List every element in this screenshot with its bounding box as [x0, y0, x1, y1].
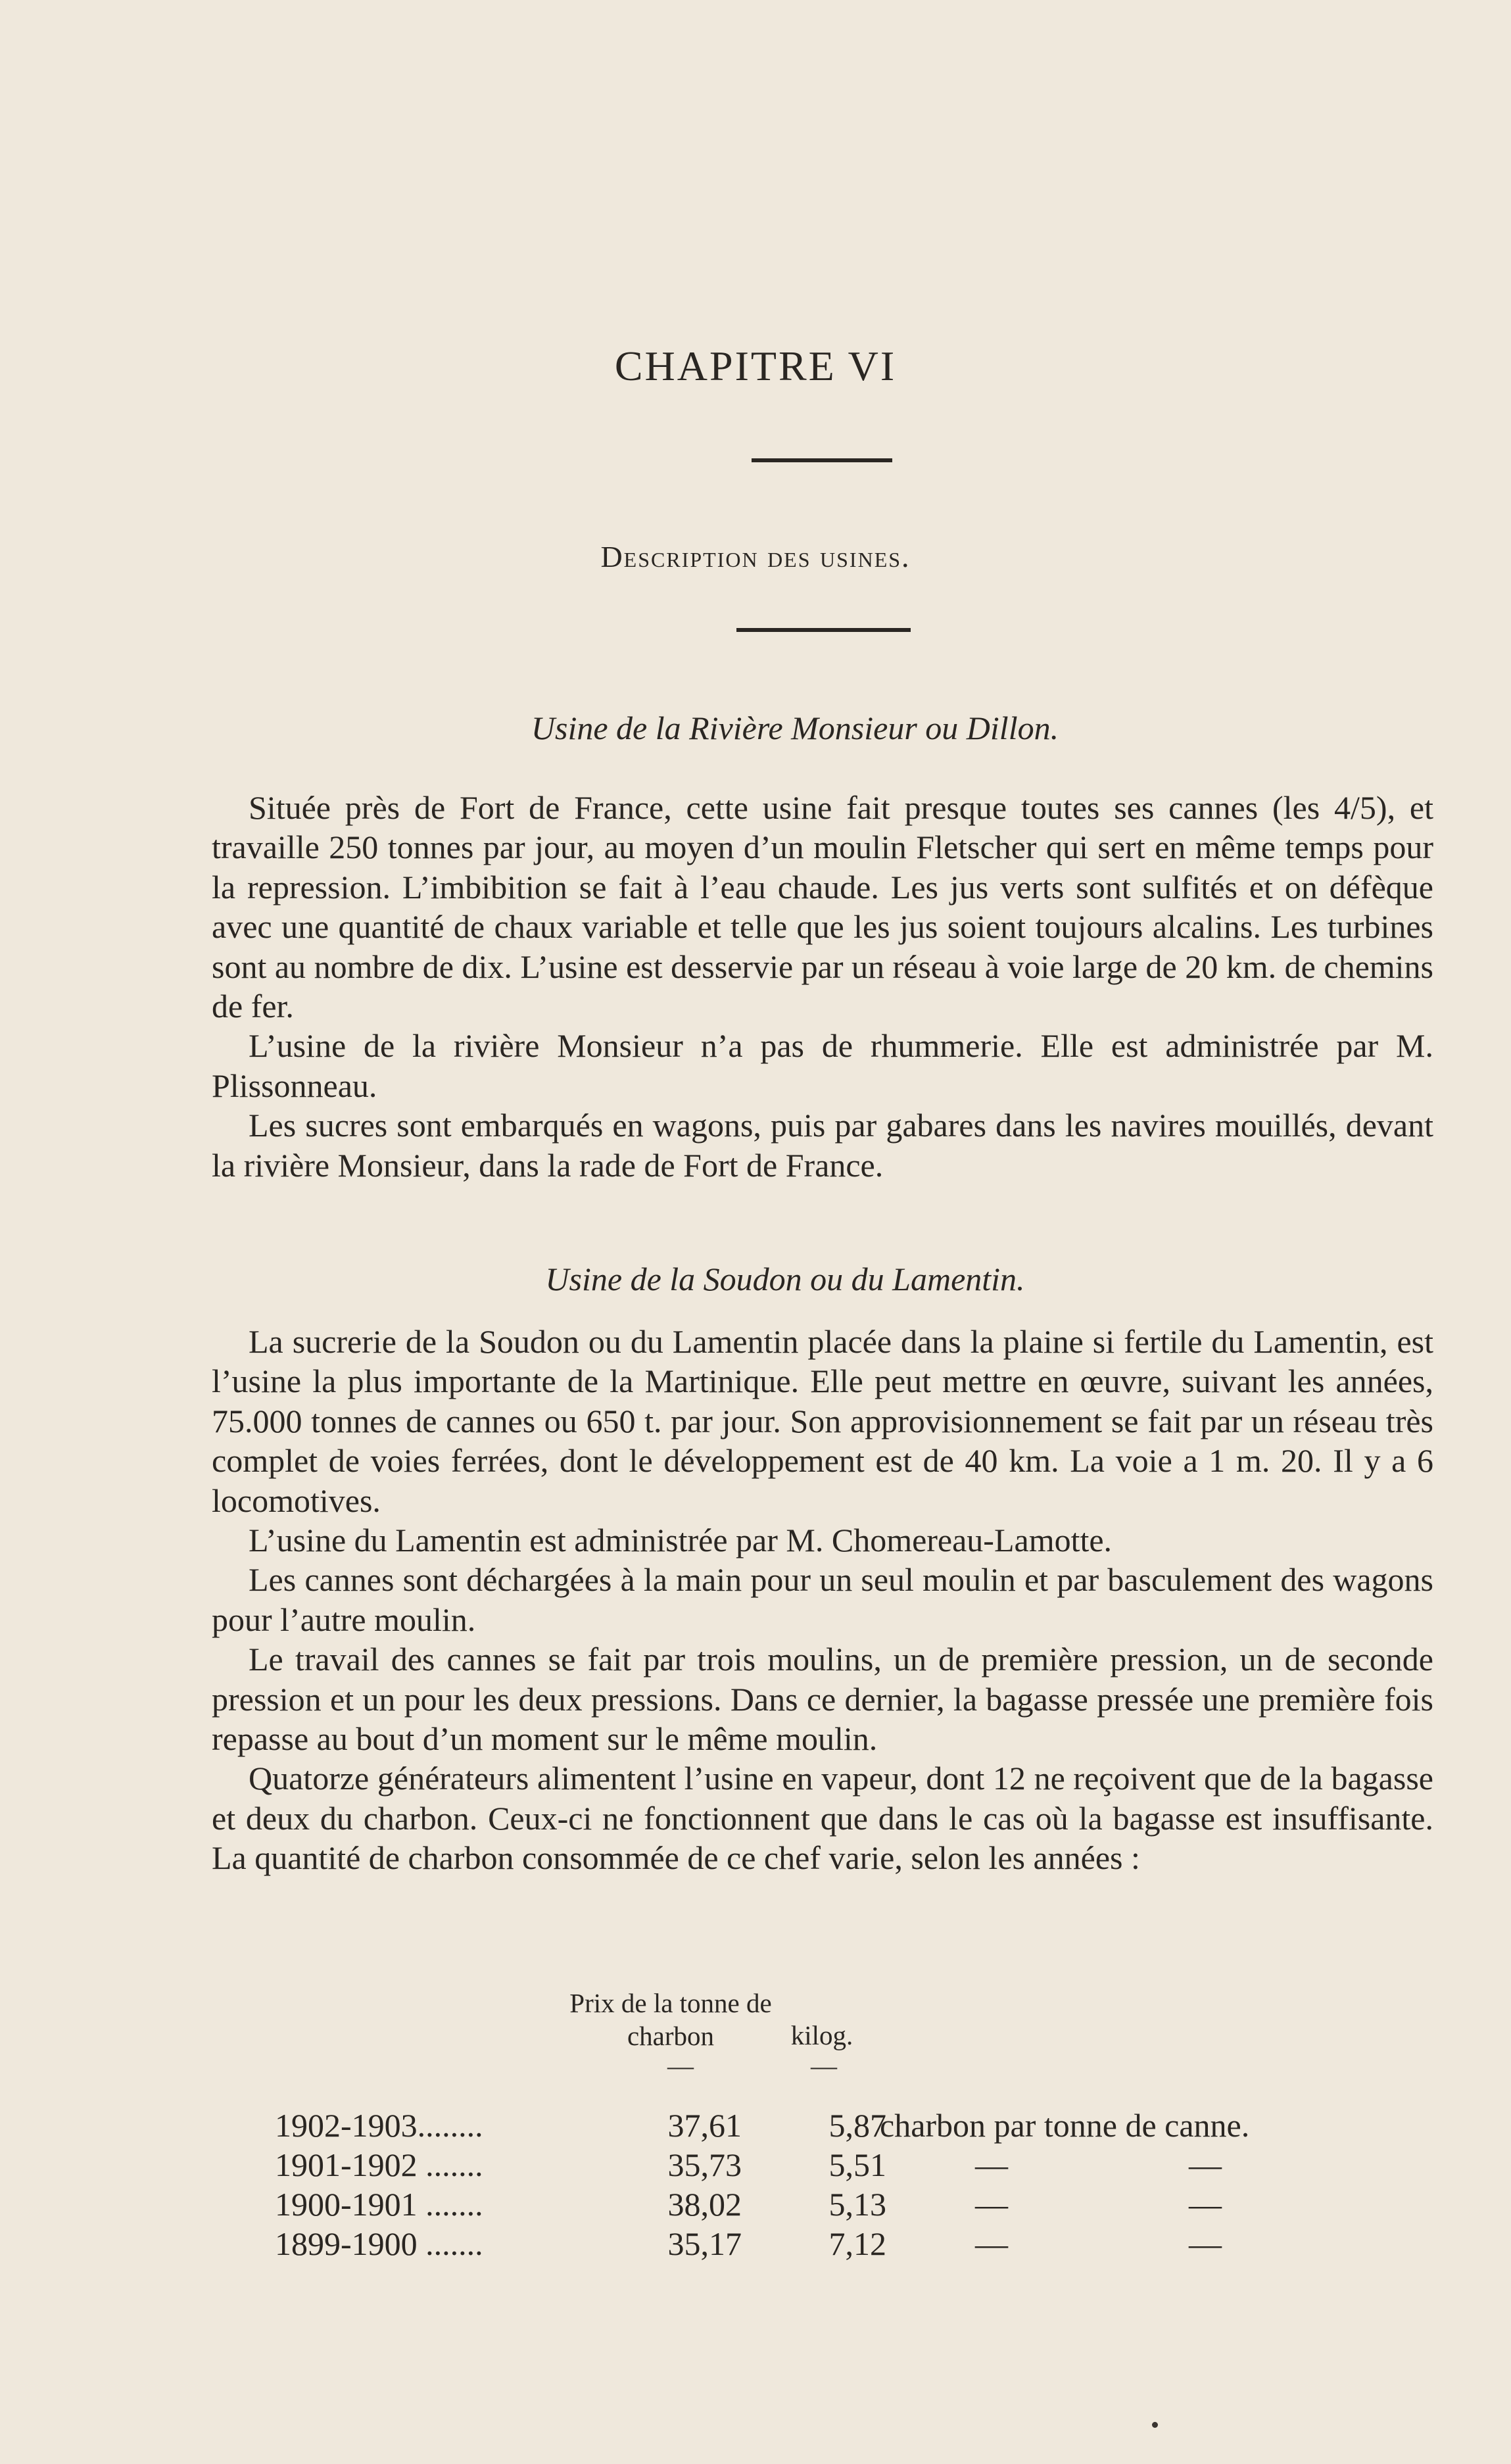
note-cell: charbon par tonne de canne. — [880, 2107, 1250, 2144]
column-header-price: Prix de la tonne de charbon — [569, 1988, 772, 2051]
paragraph: L’usine de la rivière Monsieur n’a pas de rhummerie. Elle est administrée par M. Plissonneau. — [212, 1027, 1433, 1104]
year-cell: 1901-1902 ....... — [275, 2146, 483, 2183]
kilo-cell: 5,87 — [828, 2107, 886, 2144]
subheading-usine-riviere-monsieur: Usine de la Rivière Monsieur ou Dillon. — [531, 710, 1059, 746]
column-header-dash: — — [667, 2051, 694, 2081]
column-header-dash: — — [811, 2051, 837, 2081]
section-divider — [736, 628, 911, 632]
ditto-mark: — — [975, 2146, 1008, 2183]
year-cell: 1902-1903........ — [275, 2107, 483, 2144]
year-cell: 1899-1900 ....... — [275, 2225, 483, 2262]
kilo-cell: 5,13 — [828, 2186, 886, 2223]
ditto-mark: — — [1189, 2186, 1222, 2223]
price-cell: 35,17 — [667, 2225, 742, 2262]
ink-speck — [1152, 2422, 1158, 2428]
paragraph: Quatorze générateurs alimentent l’usine en vapeur, dont 12 ne reçoivent que de la bagasse et deux du charbon. Ceux-ci ne fonctionnent que dans le cas où la bagasse est insuffisante. La quantité de charbon consommée de ce chef varie, selon les années : — [212, 1760, 1433, 1877]
paragraph: Les sucres sont embarqués en wagons, puis par gabares dans les navires mouillés, devant la rivière Monsieur, dans la rade de Fort de France. — [212, 1107, 1433, 1184]
year-cell: 1900-1901 ....... — [275, 2186, 483, 2223]
paragraph: La sucrerie de la Soudon ou du Lamentin placée dans la plaine si fertile du Lamentin, est l’usine la plus importante de la Martinique. Elle peut mettre en œuvre, suivant les années, 75.000 tonnes de cannes ou 650 t. par jour. Son approvisionnement se fait par un réseau très complet de voies ferrées, dont le développement est de 40 km. La voie a 1 m. 20. Il y a 6 locomotives. — [212, 1323, 1433, 1519]
ditto-mark: — — [975, 2225, 1008, 2262]
column-header-kilo: kilog. — [790, 2020, 853, 2050]
section-title: Description des usines. — [600, 540, 911, 573]
paragraph: Le travail des cannes se fait par trois moulins, un de première pression, un de seconde pression et un pour les deux pressions. Dans ce dernier, la bagasse pressée une première fois repasse au bout d’un moment sur le même moulin. — [212, 1641, 1433, 1758]
ditto-mark: — — [1189, 2225, 1222, 2262]
paragraph: Les cannes sont déchargées à la main pour un seul moulin et par basculement des wagons pour l’autre moulin. — [212, 1561, 1433, 1638]
chapter-title: CHAPITRE VI — [614, 343, 897, 389]
title-divider — [752, 458, 892, 462]
kilo-cell: 5,51 — [828, 2146, 886, 2183]
price-cell: 35,73 — [667, 2146, 742, 2183]
ditto-mark: — — [1189, 2146, 1222, 2183]
price-cell: 37,61 — [667, 2107, 742, 2144]
paragraph: L’usine du Lamentin est administrée par M. Chomereau-Lamotte. — [249, 1522, 1113, 1559]
text-block-usine-riviere-monsieur — [212, 788, 1433, 1185]
text-block-usine-soudon — [212, 1322, 1433, 1878]
subheading-usine-soudon: Usine de la Soudon ou du Lamentin. — [545, 1261, 1025, 1297]
paragraph: Située près de Fort de France, cette usine fait presque toutes ses cannes (les 4/5), et travaille 250 tonnes par jour, au moyen d’un moulin Fletscher qui sert en même temps pour la repression. L’imbibition se fait à l’eau chaude. Les jus verts sont sulfités et on défèque avec une quantité de chaux variable et telle que les jus soient toujours alcalins. Les turbines sont au nombre de dix. L’usine est desservie par un réseau à voie large de 20 km. de chemins de fer. — [212, 789, 1433, 1025]
kilo-cell: 7,12 — [828, 2225, 886, 2262]
price-cell: 38,02 — [667, 2186, 742, 2223]
ditto-mark: — — [975, 2186, 1008, 2223]
